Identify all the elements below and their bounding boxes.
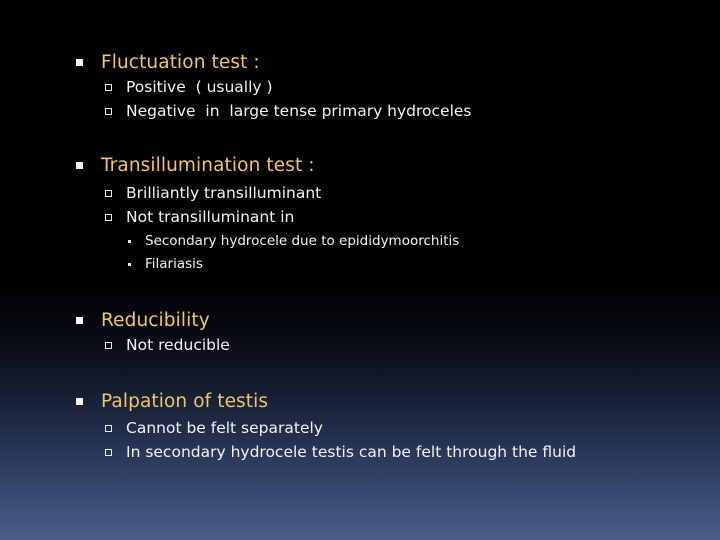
section-heading-text: Transillumination test : [101,154,315,176]
list-item-text: Brilliantly transilluminant [126,184,322,202]
hollow-square-bullet-icon [105,108,112,115]
section-heading-text: Fluctuation test : [101,51,260,73]
section-heading-text: Reducibility [101,309,210,331]
list-item-text: Cannot be felt separately [126,419,323,437]
section-heading [76,152,315,178]
hollow-square-bullet-icon [105,214,112,221]
sub-list-item-text: Filariasis [145,256,203,272]
section-heading [76,388,268,414]
hollow-square-bullet-icon [105,190,112,197]
section-heading-text: Palpation of testis [101,390,269,412]
list-item-text: Not transilluminant in [126,208,295,226]
sub-list-item [128,231,459,251]
list-item-text: Positive ( usually ) [126,78,273,96]
section-heading [76,307,210,333]
sub-list-item [128,254,203,274]
list-item [105,441,576,463]
square-bullet-icon [76,59,83,66]
square-bullet-icon [76,162,83,169]
sub-list-item-text: Secondary hydrocele due to epididymoorchitis [145,233,460,249]
list-item-text: Negative in large tense primary hydroceles [126,102,472,120]
list-item [105,100,472,122]
hollow-square-bullet-icon [105,425,112,432]
dot-bullet-icon [128,263,131,266]
list-item [105,417,323,439]
list-item [105,334,230,356]
list-item-text: Not reducible [126,336,230,354]
dot-bullet-icon [128,240,131,243]
list-item [105,206,294,228]
list-item [105,76,273,98]
square-bullet-icon [76,398,83,405]
hollow-square-bullet-icon [105,84,112,91]
list-item-text: In secondary hydrocele testis can be felt through the fluid [126,443,577,461]
section-heading [76,49,260,75]
hollow-square-bullet-icon [105,449,112,456]
square-bullet-icon [76,317,83,324]
list-item [105,182,321,204]
hollow-square-bullet-icon [105,342,112,349]
